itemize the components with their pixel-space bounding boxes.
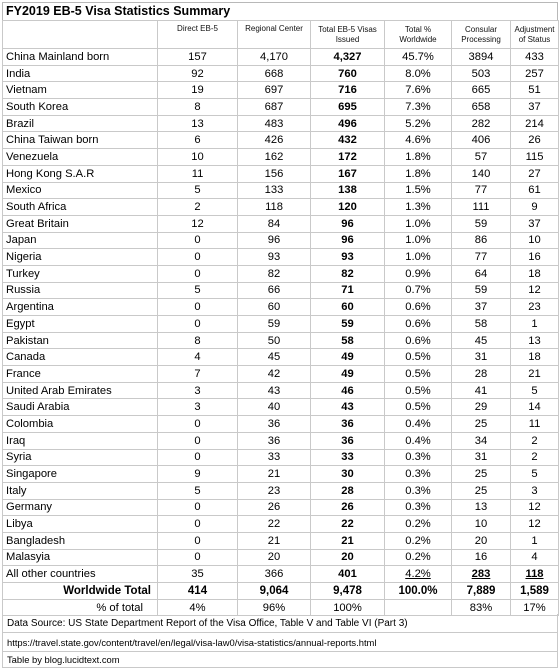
cell-total: 43 — [311, 399, 385, 416]
cell-consular: 37 — [452, 299, 511, 316]
cell-adjustment: 51 — [511, 82, 559, 99]
cell-direct: 0 — [158, 516, 238, 533]
cell-country: Iraq — [3, 432, 158, 449]
percent-direct: 4% — [158, 599, 238, 616]
cell-adjustment: 5 — [511, 382, 559, 399]
cell-total: 36 — [311, 432, 385, 449]
cell-consular: 58 — [452, 316, 511, 333]
cell-regional: 66 — [238, 282, 311, 299]
cell-total: 93 — [311, 249, 385, 266]
cell-consular: 59 — [452, 282, 511, 299]
cell-total: 496 — [311, 115, 385, 132]
cell-adjustment: 12 — [511, 282, 559, 299]
cell-pct: 1.5% — [385, 182, 452, 199]
table-row — [3, 466, 559, 483]
table-row — [3, 99, 559, 116]
worldwide-total: 9,478 — [311, 583, 385, 600]
table-row — [3, 499, 559, 516]
cell-consular: 28 — [452, 366, 511, 383]
cell-consular: 283 — [452, 566, 511, 583]
title-row — [2, 2, 558, 20]
cell-total: 716 — [311, 82, 385, 99]
cell-direct: 5 — [158, 182, 238, 199]
table-row — [3, 332, 559, 349]
cell-adjustment: 1 — [511, 316, 559, 333]
data-source-note: Data Source: US State Department Report of the Visa Office, Table V and Table VI (Part 3) — [2, 614, 558, 633]
cell-pct: 0.6% — [385, 299, 452, 316]
cell-direct: 0 — [158, 499, 238, 516]
cell-regional: 93 — [238, 249, 311, 266]
cell-regional: 483 — [238, 115, 311, 132]
cell-regional: 118 — [238, 199, 311, 216]
worldwide-regional: 9,064 — [238, 583, 311, 600]
cell-adjustment: 433 — [511, 49, 559, 66]
table-row — [3, 482, 559, 499]
cell-total: 26 — [311, 499, 385, 516]
cell-direct: 3 — [158, 382, 238, 399]
cell-consular: 29 — [452, 399, 511, 416]
percent-label: % of total — [3, 599, 158, 616]
cell-country: China Mainland born — [3, 49, 158, 66]
table-row — [3, 199, 559, 216]
cell-direct: 13 — [158, 115, 238, 132]
cell-consular: 34 — [452, 432, 511, 449]
cell-country: Bangladesh — [3, 532, 158, 549]
cell-adjustment: 37 — [511, 215, 559, 232]
cell-adjustment: 2 — [511, 432, 559, 449]
percent-regional: 96% — [238, 599, 311, 616]
cell-pct: 0.5% — [385, 366, 452, 383]
cell-regional: 156 — [238, 165, 311, 182]
cell-total: 21 — [311, 532, 385, 549]
cell-adjustment: 13 — [511, 332, 559, 349]
cell-adjustment: 9 — [511, 199, 559, 216]
cell-regional: 36 — [238, 416, 311, 433]
table-row — [3, 265, 559, 282]
cell-total: 33 — [311, 449, 385, 466]
cell-adjustment: 12 — [511, 499, 559, 516]
cell-country: Italy — [3, 482, 158, 499]
cell-total: 71 — [311, 282, 385, 299]
cell-country: France — [3, 366, 158, 383]
table-row — [3, 432, 559, 449]
cell-direct: 10 — [158, 149, 238, 166]
cell-adjustment: 11 — [511, 416, 559, 433]
cell-country: India — [3, 65, 158, 82]
cell-pct: 0.6% — [385, 316, 452, 333]
cell-total: 172 — [311, 149, 385, 166]
cell-consular: 25 — [452, 416, 511, 433]
header-pct: Total % Worldwide — [385, 21, 452, 49]
cell-country: Nigeria — [3, 249, 158, 266]
cell-pct: 7.3% — [385, 99, 452, 116]
cell-adjustment: 5 — [511, 466, 559, 483]
cell-direct: 5 — [158, 282, 238, 299]
cell-pct: 4.6% — [385, 132, 452, 149]
cell-consular: 406 — [452, 132, 511, 149]
cell-country: Malasyia — [3, 549, 158, 566]
table-row — [3, 449, 559, 466]
cell-consular: 282 — [452, 115, 511, 132]
cell-direct: 157 — [158, 49, 238, 66]
cell-pct: 8.0% — [385, 65, 452, 82]
cell-direct: 12 — [158, 215, 238, 232]
cell-total: 20 — [311, 549, 385, 566]
cell-regional: 96 — [238, 232, 311, 249]
table-row — [3, 566, 559, 583]
cell-consular: 59 — [452, 215, 511, 232]
table-body — [3, 49, 559, 583]
cell-pct: 0.2% — [385, 516, 452, 533]
cell-adjustment: 61 — [511, 182, 559, 199]
cell-country: Russia — [3, 282, 158, 299]
cell-total: 49 — [311, 366, 385, 383]
cell-pct: 1.0% — [385, 249, 452, 266]
cell-total: 46 — [311, 382, 385, 399]
header-total: Total EB-5 Visas Issued — [311, 21, 385, 49]
cell-country: China Taiwan born — [3, 132, 158, 149]
cell-country: South Korea — [3, 99, 158, 116]
cell-total: 138 — [311, 182, 385, 199]
cell-consular: 31 — [452, 349, 511, 366]
cell-pct: 0.3% — [385, 482, 452, 499]
cell-consular: 57 — [452, 149, 511, 166]
worldwide-total-row — [3, 583, 559, 600]
cell-country: Libya — [3, 516, 158, 533]
cell-country: Canada — [3, 349, 158, 366]
cell-adjustment: 16 — [511, 249, 559, 266]
cell-direct: 0 — [158, 249, 238, 266]
cell-direct: 92 — [158, 65, 238, 82]
table-row — [3, 516, 559, 533]
cell-consular: 503 — [452, 65, 511, 82]
cell-consular: 10 — [452, 516, 511, 533]
cell-regional: 36 — [238, 432, 311, 449]
cell-regional: 45 — [238, 349, 311, 366]
cell-pct: 0.5% — [385, 349, 452, 366]
cell-total: 59 — [311, 316, 385, 333]
cell-consular: 658 — [452, 99, 511, 116]
cell-pct: 1.8% — [385, 149, 452, 166]
cell-regional: 33 — [238, 449, 311, 466]
cell-consular: 77 — [452, 182, 511, 199]
cell-adjustment: 4 — [511, 549, 559, 566]
cell-direct: 35 — [158, 566, 238, 583]
cell-adjustment: 214 — [511, 115, 559, 132]
table-row — [3, 132, 559, 149]
cell-consular: 25 — [452, 466, 511, 483]
cell-country: Hong Kong S.A.R — [3, 165, 158, 182]
cell-direct: 0 — [158, 299, 238, 316]
cell-regional: 426 — [238, 132, 311, 149]
cell-adjustment: 118 — [511, 566, 559, 583]
cell-adjustment: 12 — [511, 516, 559, 533]
cell-direct: 19 — [158, 82, 238, 99]
cell-adjustment: 3 — [511, 482, 559, 499]
cell-adjustment: 27 — [511, 165, 559, 182]
cell-total: 167 — [311, 165, 385, 182]
cell-pct: 0.4% — [385, 432, 452, 449]
cell-regional: 43 — [238, 382, 311, 399]
cell-total: 49 — [311, 349, 385, 366]
cell-country: Great Britain — [3, 215, 158, 232]
cell-pct: 7.6% — [385, 82, 452, 99]
cell-pct: 1.3% — [385, 199, 452, 216]
cell-total: 28 — [311, 482, 385, 499]
cell-consular: 41 — [452, 382, 511, 399]
table-row — [3, 349, 559, 366]
header-adjustment: Adjustment of Status — [511, 21, 559, 49]
table-row — [3, 316, 559, 333]
cell-country: Mexico — [3, 182, 158, 199]
cell-regional: 42 — [238, 366, 311, 383]
cell-country: Venezuela — [3, 149, 158, 166]
worldwide-direct: 414 — [158, 583, 238, 600]
cell-regional: 50 — [238, 332, 311, 349]
table-row — [3, 165, 559, 182]
cell-adjustment: 18 — [511, 265, 559, 282]
header-row — [3, 21, 559, 49]
cell-adjustment: 23 — [511, 299, 559, 316]
cell-adjustment: 26 — [511, 132, 559, 149]
cell-direct: 8 — [158, 332, 238, 349]
cell-regional: 668 — [238, 65, 311, 82]
percent-consular: 83% — [452, 599, 511, 616]
cell-total: 36 — [311, 416, 385, 433]
cell-total: 60 — [311, 299, 385, 316]
cell-country: Syria — [3, 449, 158, 466]
cell-country: Egypt — [3, 316, 158, 333]
cell-direct: 7 — [158, 366, 238, 383]
cell-pct: 1.0% — [385, 215, 452, 232]
cell-consular: 13 — [452, 499, 511, 516]
cell-regional: 59 — [238, 316, 311, 333]
table-credit: Table by blog.lucidtext.com — [2, 652, 558, 668]
cell-total: 760 — [311, 65, 385, 82]
cell-total: 120 — [311, 199, 385, 216]
cell-direct: 2 — [158, 199, 238, 216]
cell-direct: 6 — [158, 132, 238, 149]
worldwide-consular: 7,889 — [452, 583, 511, 600]
cell-regional: 22 — [238, 516, 311, 533]
cell-adjustment: 2 — [511, 449, 559, 466]
cell-direct: 4 — [158, 349, 238, 366]
cell-direct: 0 — [158, 432, 238, 449]
visa-stats-table — [2, 20, 559, 616]
cell-consular: 111 — [452, 199, 511, 216]
cell-country: Turkey — [3, 265, 158, 282]
cell-regional: 687 — [238, 99, 311, 116]
table-row — [3, 299, 559, 316]
table-row — [3, 416, 559, 433]
worldwide-label: Worldwide Total — [3, 583, 158, 600]
cell-regional: 21 — [238, 466, 311, 483]
cell-direct: 11 — [158, 165, 238, 182]
cell-pct: 5.2% — [385, 115, 452, 132]
cell-direct: 0 — [158, 532, 238, 549]
table-row — [3, 82, 559, 99]
cell-consular: 20 — [452, 532, 511, 549]
cell-regional: 23 — [238, 482, 311, 499]
cell-regional: 162 — [238, 149, 311, 166]
cell-pct: 0.6% — [385, 332, 452, 349]
cell-regional: 133 — [238, 182, 311, 199]
cell-pct: 4.2% — [385, 566, 452, 583]
table-row — [3, 382, 559, 399]
cell-country: United Arab Emirates — [3, 382, 158, 399]
cell-total: 401 — [311, 566, 385, 583]
cell-direct: 0 — [158, 265, 238, 282]
table-row — [3, 232, 559, 249]
cell-direct: 0 — [158, 316, 238, 333]
cell-direct: 9 — [158, 466, 238, 483]
cell-total: 22 — [311, 516, 385, 533]
cell-consular: 77 — [452, 249, 511, 266]
cell-consular: 665 — [452, 82, 511, 99]
cell-country: Singapore — [3, 466, 158, 483]
header-country — [3, 21, 158, 49]
cell-country: Brazil — [3, 115, 158, 132]
cell-regional: 26 — [238, 499, 311, 516]
header-direct: Direct EB-5 — [158, 21, 238, 49]
cell-pct: 0.3% — [385, 449, 452, 466]
cell-total: 82 — [311, 265, 385, 282]
cell-pct: 0.3% — [385, 466, 452, 483]
cell-regional: 60 — [238, 299, 311, 316]
cell-total: 695 — [311, 99, 385, 116]
cell-regional: 82 — [238, 265, 311, 282]
cell-direct: 5 — [158, 482, 238, 499]
table-row — [3, 49, 559, 66]
cell-regional: 84 — [238, 215, 311, 232]
cell-pct: 1.8% — [385, 165, 452, 182]
cell-adjustment: 10 — [511, 232, 559, 249]
cell-regional: 21 — [238, 532, 311, 549]
cell-adjustment: 37 — [511, 99, 559, 116]
cell-adjustment: 14 — [511, 399, 559, 416]
table-title: FY2019 EB-5 Visa Statistics Summary — [6, 4, 231, 18]
cell-country: All other countries — [3, 566, 158, 583]
cell-pct: 0.2% — [385, 532, 452, 549]
cell-direct: 0 — [158, 416, 238, 433]
cell-pct: 1.0% — [385, 232, 452, 249]
cell-adjustment: 1 — [511, 532, 559, 549]
cell-total: 4,327 — [311, 49, 385, 66]
cell-total: 432 — [311, 132, 385, 149]
cell-adjustment: 115 — [511, 149, 559, 166]
cell-consular: 140 — [452, 165, 511, 182]
cell-consular: 86 — [452, 232, 511, 249]
cell-adjustment: 21 — [511, 366, 559, 383]
worldwide-adjustment: 1,589 — [511, 583, 559, 600]
table-row — [3, 399, 559, 416]
cell-country: Japan — [3, 232, 158, 249]
cell-direct: 0 — [158, 549, 238, 566]
table-row — [3, 249, 559, 266]
percent-total: 100% — [311, 599, 385, 616]
cell-direct: 3 — [158, 399, 238, 416]
cell-pct: 0.7% — [385, 282, 452, 299]
cell-pct: 0.5% — [385, 382, 452, 399]
cell-country: South Africa — [3, 199, 158, 216]
table-row — [3, 366, 559, 383]
cell-direct: 0 — [158, 232, 238, 249]
cell-pct: 0.4% — [385, 416, 452, 433]
cell-country: Germany — [3, 499, 158, 516]
cell-total: 96 — [311, 232, 385, 249]
table-row — [3, 149, 559, 166]
cell-consular: 3894 — [452, 49, 511, 66]
table-row — [3, 65, 559, 82]
cell-pct: 0.3% — [385, 499, 452, 516]
cell-total: 30 — [311, 466, 385, 483]
cell-consular: 31 — [452, 449, 511, 466]
cell-pct: 45.7% — [385, 49, 452, 66]
cell-adjustment: 257 — [511, 65, 559, 82]
header-regional: Regional Center — [238, 21, 311, 49]
table-row — [3, 215, 559, 232]
cell-pct: 0.9% — [385, 265, 452, 282]
percent-adjustment: 17% — [511, 599, 559, 616]
worldwide-pct: 100.0% — [385, 583, 452, 600]
cell-pct: 0.2% — [385, 549, 452, 566]
table-row — [3, 549, 559, 566]
cell-regional: 366 — [238, 566, 311, 583]
cell-country: Vietnam — [3, 82, 158, 99]
cell-adjustment: 18 — [511, 349, 559, 366]
cell-direct: 0 — [158, 449, 238, 466]
cell-regional: 40 — [238, 399, 311, 416]
source-url-link[interactable]: https://travel.state.gov/content/travel/en/legal/visa-law0/visa-statistics/annual-reports.html — [2, 633, 558, 652]
cell-regional: 20 — [238, 549, 311, 566]
cell-consular: 25 — [452, 482, 511, 499]
cell-country: Colombia — [3, 416, 158, 433]
table-row — [3, 115, 559, 132]
table-row — [3, 532, 559, 549]
cell-country: Saudi Arabia — [3, 399, 158, 416]
cell-regional: 697 — [238, 82, 311, 99]
cell-total: 58 — [311, 332, 385, 349]
cell-consular: 45 — [452, 332, 511, 349]
table-row — [3, 282, 559, 299]
cell-consular: 64 — [452, 265, 511, 282]
cell-direct: 8 — [158, 99, 238, 116]
cell-pct: 0.5% — [385, 399, 452, 416]
header-consular: Consular Processing — [452, 21, 511, 49]
cell-country: Argentina — [3, 299, 158, 316]
cell-total: 96 — [311, 215, 385, 232]
cell-consular: 16 — [452, 549, 511, 566]
cell-regional: 4,170 — [238, 49, 311, 66]
cell-country: Pakistan — [3, 332, 158, 349]
table-row — [3, 182, 559, 199]
